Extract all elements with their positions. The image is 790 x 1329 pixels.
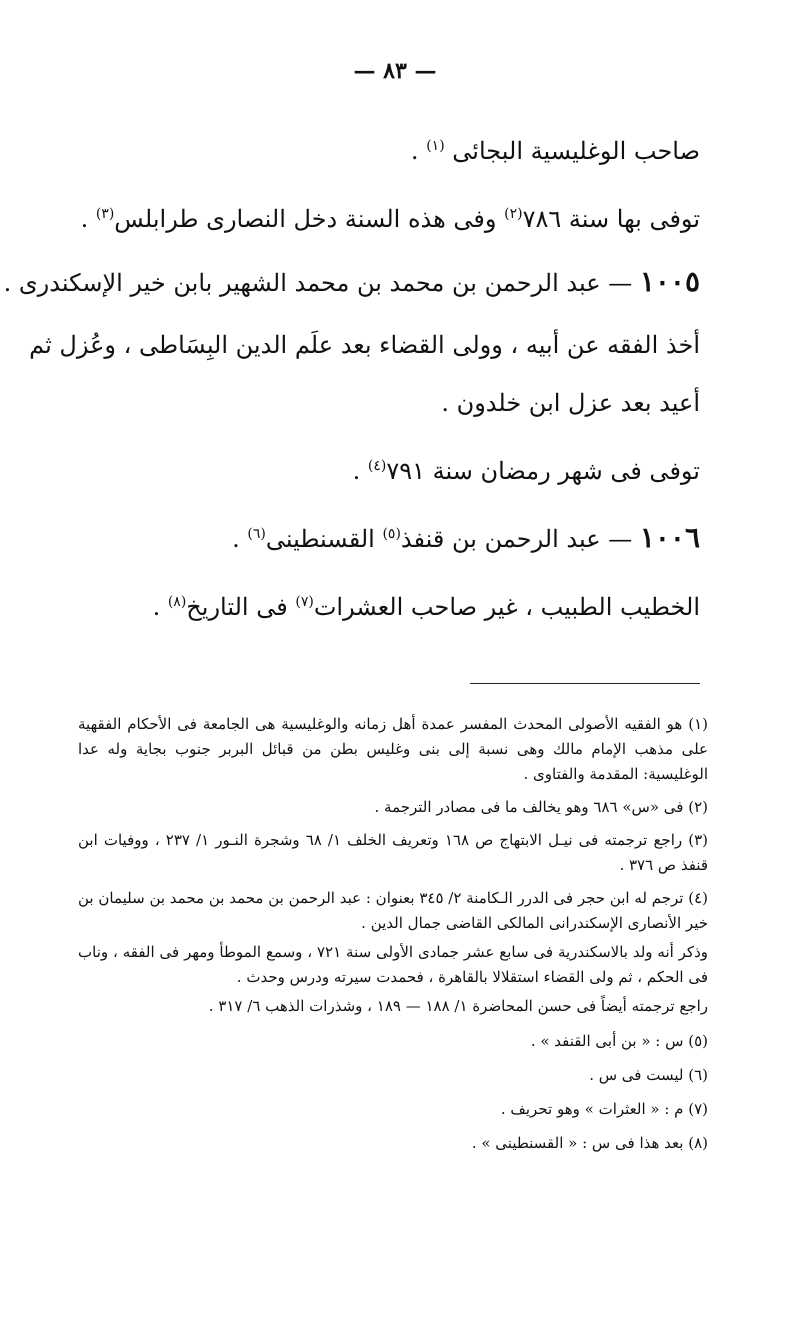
- entry-heading: — عبد الرحمن بن محمد بن محمد الشهير بابن خير الإسكندرى .: [3, 269, 633, 297]
- footnote-mark-5: (٥): [382, 526, 401, 542]
- line-text: توفى بها سنة ٧٨٦: [522, 205, 700, 233]
- entry-number: ١٠٠٥: [639, 265, 700, 298]
- footnote-mark-4: (٤): [367, 458, 387, 474]
- line-text: توفى فى شهر رمضان سنة ٧٩١: [386, 457, 700, 485]
- entry-number: ١٠٠٦: [639, 521, 700, 554]
- text-line-2: توفى بها سنة ٧٨٦$^{(٢)}$ وفى هذه السنة دخل النصارى طرابلس$^{(٣)}$ .: [80, 205, 700, 233]
- footnote-3: (٣) راجع ترجمته فى نيـل الابتهاج ص ١٦٨ وتعريف الخلف ١/ ٦٨ وشجرة النـور ١/ ٢٣٧ ، ووفيات ابن قنفذ ص ٣٧٦ .: [78, 831, 708, 874]
- footnote-mark-1: (١): [426, 138, 445, 154]
- footnotes: [78, 712, 708, 1163]
- entry-heading: — عبد الرحمن بن قنفذ: [400, 525, 633, 553]
- footnote-6: (٦) ليست فى س .: [589, 1066, 708, 1084]
- line-text: الخطيب الطبيب ، غير صاحب العشرات: [313, 593, 700, 621]
- footnote-8: (٨) بعد هذا فى س : « القسنطينى » .: [471, 1134, 708, 1152]
- footnote-mark-7: (٧): [295, 594, 314, 610]
- footnote-mark-8: (٨): [167, 594, 187, 610]
- footnote-separator: [470, 683, 700, 684]
- entry-1006: ١٠٠٦ — عبد الرحمن بن قنفذ$^{(٥)}$ القسنطينى$^{(٦)}$ .: [232, 521, 700, 554]
- text-line-4: [29, 316, 700, 374]
- footnote-4: (٤) ترجم له ابن حجر فى الدرر الـكامنة ٢/ ٣٤٥ بعنوان : عبد الرحمن بن محمد بن محمد بن سليمان بن خير الأنصارى الإسكندرانى المالكى القاضى جمال الدين .: [78, 889, 708, 932]
- line-text: صاحب الوغليسية البجائى: [452, 137, 700, 165]
- text-line-6: توفى فى شهر رمضان سنة ٧٩١$^{(٤)}$ .: [352, 457, 700, 485]
- footnote-4-continued: وذكر أنه ولد بالاسكندرية فى سابع عشر جمادى الأولى سنة ٧٢١ ، وسمع الموطأ ومهر فى الفقه ، وناب فى الحكم ، ثم ولى القضاء استقلالا بالقاهرة ، فحمدت سيرته ودرس وحدث .: [78, 943, 708, 986]
- footnote-mark-3: (٣): [95, 206, 115, 222]
- text-line-5: [70, 374, 700, 432]
- line-text: القسنطينى: [265, 525, 375, 553]
- page-number: — ٨٣ —: [353, 58, 437, 84]
- line-text: أعيد بعد عزل ابن خلدون .: [441, 389, 700, 417]
- entry-1005: [3, 248, 700, 316]
- line-text: أخذ الفقه عن أبيه ، وولى القضاء بعد علَم الدين البِسَاطى ، وعُزل ثم: [29, 331, 700, 359]
- line-text: وفى هذه السنة دخل النصارى طرابلس: [114, 205, 497, 233]
- text-line-8: الخطيب الطبيب ، غير صاحب العشرات$^{(٧)}$ فى التاريخ$^{(٨)}$ .: [152, 593, 700, 621]
- footnote-5: (٥) س : « بن أبى القنفد » .: [530, 1032, 708, 1050]
- main-text: [3, 112, 700, 636]
- line-text: فى التاريخ: [186, 593, 288, 621]
- footnote-7: (٧) م : « العثرات » وهو تحريف .: [500, 1100, 708, 1118]
- footnote-mark-6: (٦): [247, 526, 266, 542]
- text-line-1: صاحب الوغليسية البجائى $^{(١)}$ .: [410, 137, 700, 165]
- footnote-1: (١) هو الفقيه الأصولى المحدث المفسر عمدة أهل زمانه والوغليسية هى الجامعة فى الأحكام الفقهية على مذهب الإمام مالك وهى نسبة إلى بنى وغليس بطن من قبائل البربر جنوب بجاية وله عدا الوغليسية: المقدمة والفتاوى .: [78, 715, 708, 783]
- footnote-mark-2: (٢): [504, 206, 523, 222]
- footnote-2: (٢) فى «س» ٦٨٦ وهو يخالف ما فى مصادر الترجمة .: [374, 798, 708, 816]
- footnote-4-references: راجع ترجمته أيضاً فى حسن المحاضرة ١/ ١٨٨ — ١٨٩ ، وشذرات الذهب ٦/ ٣١٧ .: [208, 997, 708, 1015]
